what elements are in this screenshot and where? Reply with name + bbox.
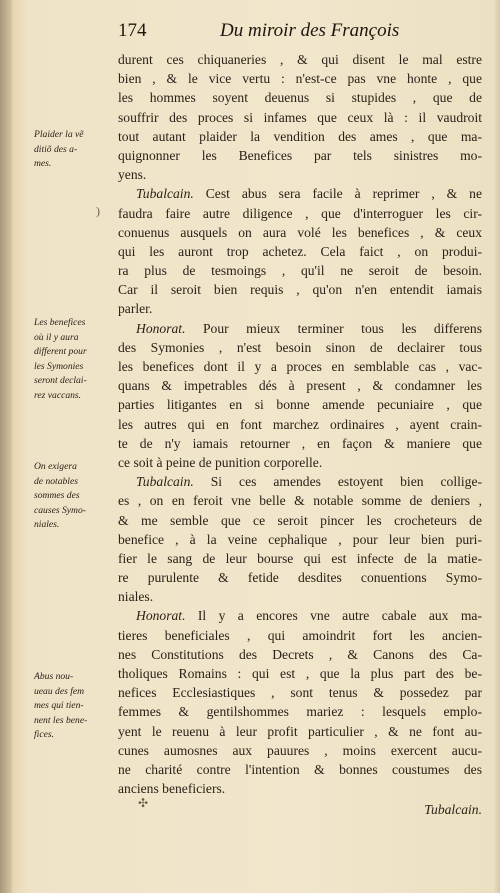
margin-note-2: Les benefices où il y aura different pour les Symonies seront declai- rez vaccans. xyxy=(34,317,87,401)
binding-gutter xyxy=(0,0,12,893)
speaker-name: Tubalcain. xyxy=(136,186,194,202)
paragraph-2: Tubalcain. Cest abus sera facile à reprimer , & ne faudra faire autre diligence , que d'interroguer les cir- conuenus ausquels on aura volé les benefices , & ceux qui les auront trop achetez. Cela faict , on produi- ra plus de tesmoings , qu'il ne seroit de besoin. Car il seroit bien requis , qu'on n'en entendit iamais parler. xyxy=(118,186,482,317)
running-head xyxy=(118,20,482,46)
body-text xyxy=(118,50,482,820)
speaker-name: Honorat. xyxy=(136,608,186,624)
margin-note-4: Abus nou- ueau des fem mes qui tien- nent les bene- fices. xyxy=(34,671,88,741)
page-edge xyxy=(494,0,500,893)
page-number: 174 xyxy=(118,20,147,41)
margin-note-3: On exigera de notables sommes des causes Symo- niales. xyxy=(34,461,86,531)
paragraph-1: durent ces chiquaneries , & qui disent le mal estre bien , & le vice vertu : n'est-ce pas vne honte , que les hommes soyent deuenus si stupides , que de souffrir des proces si infames que ceux là : il vaudroit tout autant plaider la vendition des ames , que ma- quignonner les Benefices par tels sinistres mo- yens. xyxy=(118,52,482,183)
catchword: Tubalcain. xyxy=(424,802,482,818)
paragraph-3: Honorat. Pour mieux terminer tous les differens des Symonies , n'est besoin sinon de declairer tous les benefices dont il y a proces en semblable cas , vac- quans & impetrables dés à present , & condamner les parties litigantes en si bonne amende pecuniaire , que les autres qui en font marchez ordinaires , ayent crain- te de n'y iamais retourner , en façon & maniere que ce soit à peine de punition corporelle. xyxy=(118,320,482,470)
speaker-name: Tubalcain. xyxy=(136,474,194,490)
paragraph-4: Tubalcain. Si ces amendes estoyent bien collige- es , on en feroit vne belle & notable somme de deniers , & me semble que ce seroit pincer les crocheteurs de benefice , à la veine cephalique , pour leur bien puri- fier le sang de leur bourse qui est infecte de la matie- re purulente & fetide desdites conuentions Symo- niales. xyxy=(118,474,482,605)
speaker-name: Honorat. xyxy=(136,320,186,336)
margin-note-1: Plaider la vẽ ditiõ des a- mes. xyxy=(34,129,84,170)
bracket-mark: ) xyxy=(96,204,100,218)
paragraph-5: Honorat. Il y a encores vne autre cabale aux ma- tieres beneficiales , qui amoindrit fort les ancien- nes Constitutions des Decrets , & Canons des Ca- tholiques Romains : qui est , que la plus part des be- nefices Ecclesiastiques , sont tenus & possedez par femmes & gentilshommes mariez : lesquels emplo- yent le reuenu à leur profit particulier , & ne font au- cunes aumosnes aux pauures , moins exercent aucu- ne charité contre l'intention & bonnes coustumes des anciens beneficiers. xyxy=(118,608,482,797)
running-title: Du miroir des François xyxy=(220,20,400,41)
ornament-mark: ✣ xyxy=(138,796,149,810)
